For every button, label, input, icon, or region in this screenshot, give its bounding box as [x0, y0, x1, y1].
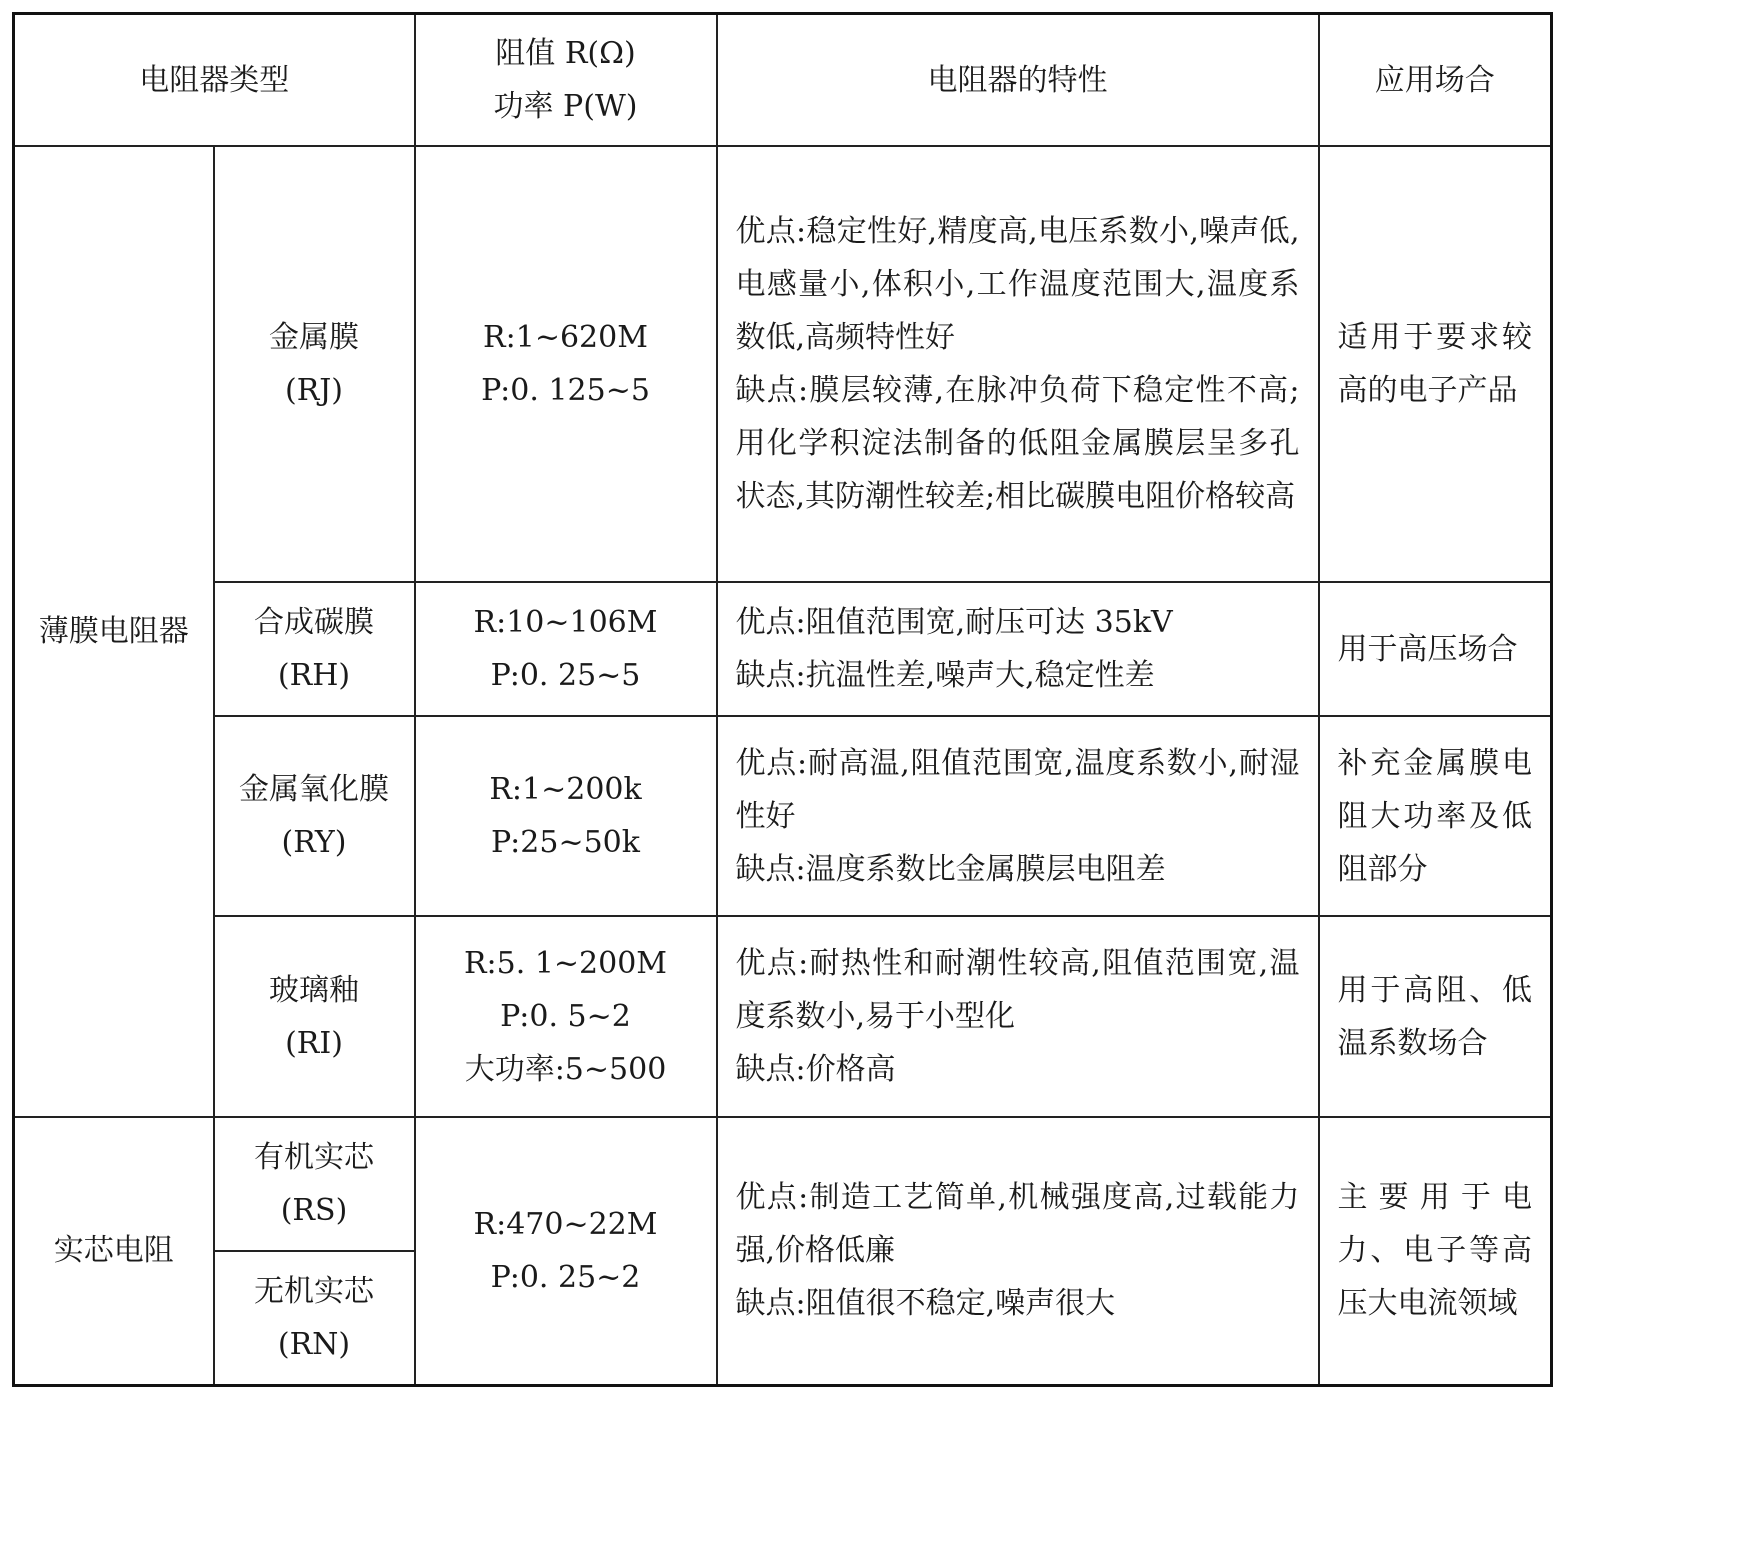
resistance-range: R:1~620M	[483, 320, 648, 355]
value-cell	[415, 916, 717, 1117]
type-name: 有机实芯	[254, 1140, 374, 1175]
type-cell	[214, 1251, 415, 1385]
table-row	[14, 1117, 1552, 1251]
power-range: P:0. 5~2	[500, 999, 631, 1034]
group-film: 薄膜电阻器	[14, 146, 214, 1117]
properties-cell	[717, 716, 1319, 916]
properties-line: 缺点:价格高	[735, 1052, 896, 1087]
type-name: 合成碳膜	[254, 605, 374, 640]
power-range: P:0. 125~5	[481, 373, 650, 408]
application-cell: 主要用于电力、电子等高压大电流领域	[1319, 1117, 1552, 1385]
properties-cell	[717, 146, 1319, 582]
header-value-power	[415, 14, 717, 147]
header-properties: 电阻器的特性	[717, 14, 1319, 147]
type-name: 无机实芯	[254, 1273, 374, 1309]
properties-line: 缺点:抗温性差,噪声大,稳定性差	[735, 658, 1155, 693]
type-code: (RY)	[281, 825, 347, 860]
application-cell: 补充金属膜电阻大功率及低阻部分	[1319, 716, 1552, 916]
type-cell	[214, 1117, 415, 1251]
resistor-table	[12, 12, 1553, 1387]
properties-line: 缺点:温度系数比金属膜层电阻差	[735, 851, 1166, 887]
type-code: (RN)	[277, 1326, 351, 1362]
properties-line: 缺点:膜层较薄,在脉冲负荷下稳定性不高;用化学积淀法制备的低阻金属膜层呈多孔状态,其防潮性较差;相比碳膜电阻价格较高	[735, 373, 1300, 514]
group-solid: 实芯电阻	[14, 1117, 214, 1385]
type-cell	[214, 582, 415, 716]
header-type: 电阻器类型	[14, 14, 415, 147]
table-row	[14, 916, 1552, 1117]
properties-line: 优点:耐热性和耐潮性较高,阻值范围宽,温度系数小,易于小型化	[735, 946, 1300, 1034]
resistance-range: R:1~200k	[489, 772, 642, 807]
value-cell	[415, 1117, 717, 1385]
resistance-range: R:10~106M	[473, 605, 658, 640]
value-cell	[415, 582, 717, 716]
table-row	[14, 582, 1552, 716]
properties-cell	[717, 1117, 1319, 1385]
table-row	[14, 716, 1552, 916]
properties-line: 优点:稳定性好,精度高,电压系数小,噪声低,电感量小,体积小,工作温度范围大,温度系数低,高频特性好	[735, 214, 1300, 355]
properties-line: 优点:耐高温,阻值范围宽,温度系数小,耐湿性好	[735, 745, 1300, 834]
properties-line: 缺点:阻值很不稳定,噪声很大	[735, 1286, 1116, 1322]
type-code: (RS)	[280, 1193, 348, 1228]
power-range: P:0. 25~2	[490, 1259, 641, 1295]
type-cell	[214, 916, 415, 1117]
header-power-line: 功率 P(W)	[493, 89, 638, 124]
high-power-range: 大功率:5~500	[464, 1052, 667, 1087]
properties-line: 优点:制造工艺简单,机械强度高,过载能力强,价格低廉	[735, 1180, 1300, 1269]
value-cell	[415, 146, 717, 582]
application-cell: 用于高阻、低温系数场合	[1319, 916, 1552, 1117]
type-cell	[214, 716, 415, 916]
power-range: P:25~50k	[491, 825, 640, 860]
type-code: (RJ)	[284, 373, 344, 408]
application-cell: 用于高压场合	[1319, 582, 1552, 716]
value-cell	[415, 716, 717, 916]
type-code: (RH)	[277, 658, 351, 693]
table-row	[14, 146, 1552, 582]
type-name: 金属膜	[269, 320, 359, 355]
resistance-range: R:5. 1~200M	[463, 946, 668, 981]
type-name: 玻璃釉	[269, 972, 359, 1008]
properties-line: 优点:阻值范围宽,耐压可达 35kV	[735, 605, 1173, 640]
header-application: 应用场合	[1319, 14, 1552, 147]
type-cell	[214, 146, 415, 582]
header-value-line: 阻值 R(Ω)	[495, 36, 636, 71]
header-row	[14, 14, 1552, 147]
properties-cell	[717, 582, 1319, 716]
application-cell: 适用于要求较高的电子产品	[1319, 146, 1552, 582]
resistance-range: R:470~22M	[473, 1206, 658, 1242]
type-code: (RI)	[285, 1025, 343, 1061]
type-name: 金属氧化膜	[239, 772, 389, 807]
properties-cell	[717, 916, 1319, 1117]
power-range: P:0. 25~5	[490, 658, 641, 693]
